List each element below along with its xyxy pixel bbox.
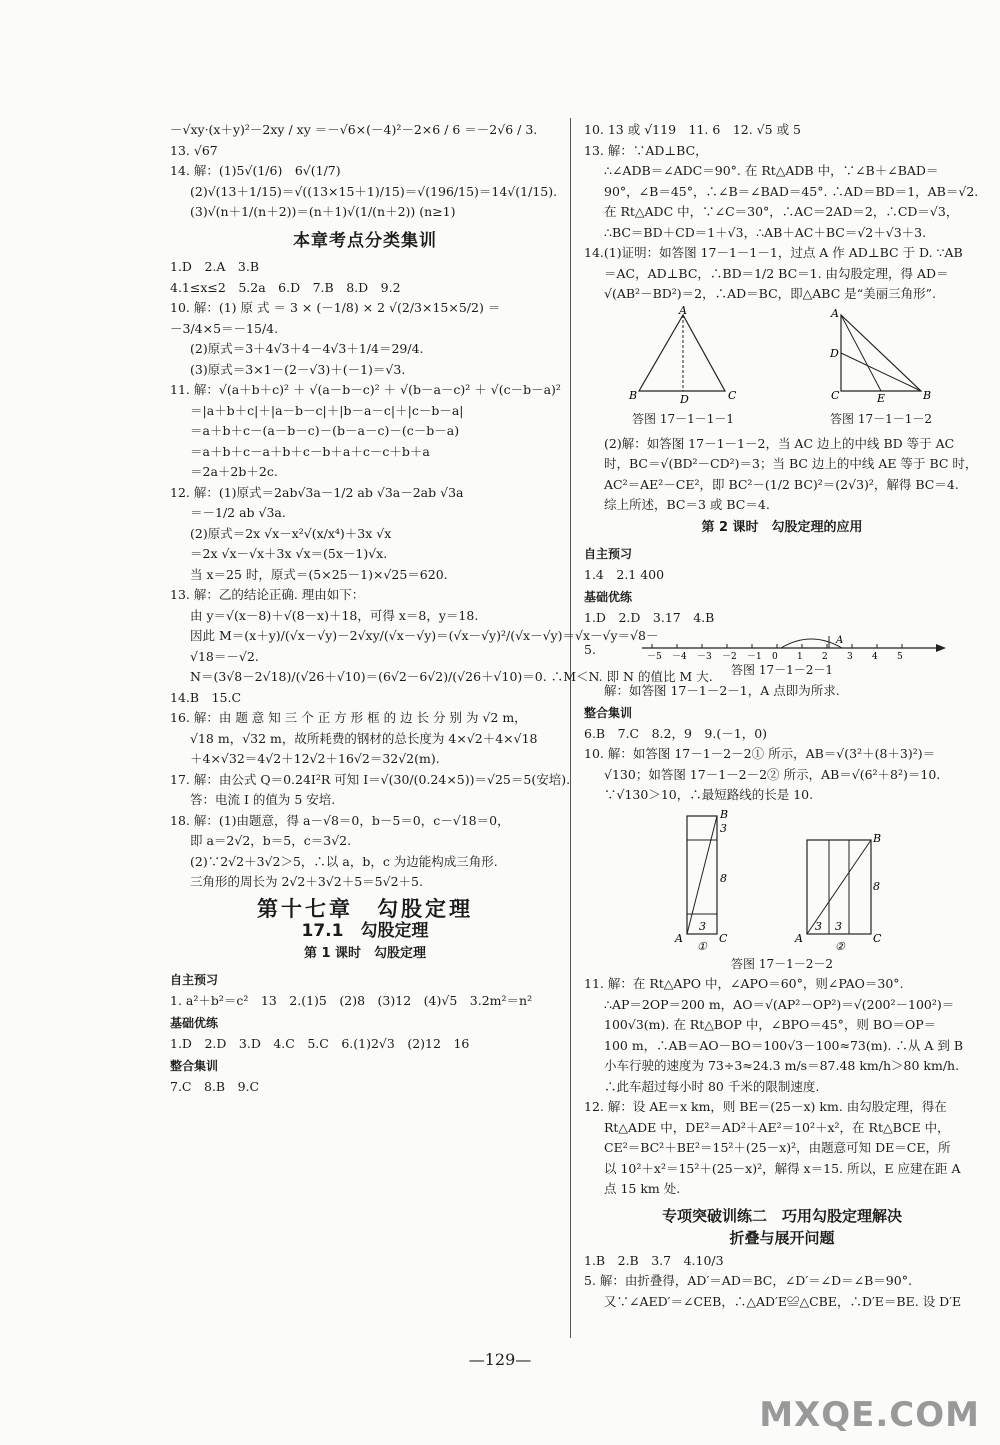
answer-line: CE²＝BC²＋BE²＝15²＋(25－x)²，由题意可知 DE＝CE，所 xyxy=(604,1140,951,1155)
subheading: 基础优练 xyxy=(584,590,633,604)
answer-line: ＝a＋b＋c－(a－b－c)－(b－a－c)－(c－b－a) xyxy=(190,423,460,438)
answer-line: 13. 解：乙的结论正确. 理由如下： xyxy=(170,587,365,602)
lesson-title: 第 2 课时 勾股定理的应用 xyxy=(701,519,863,535)
answer-line: 即 a＝2√2，b＝5，c＝3√2. xyxy=(190,833,352,848)
right-column xyxy=(584,120,980,1312)
number-line-tick-label: 1 xyxy=(796,652,803,662)
number-line-tick-label: －2 xyxy=(721,652,737,662)
answer-line: ∴此车超过每小时 80 千米的限制速度. xyxy=(604,1078,820,1094)
answer-line: 在 Rt△ADC 中，∵∠C＝30°，∴AC＝2AD＝2，∴CD＝√3， xyxy=(604,204,959,219)
number-line-diagram xyxy=(636,628,956,660)
answer-line: 12. 解：设 AE＝x km，则 BE＝(25－x) km. 由勾股定理，得在 xyxy=(584,1099,947,1114)
fig-label: ② xyxy=(835,939,845,953)
number-line-tick-label: 2 xyxy=(821,652,828,662)
answer-line: 点 15 km 处. xyxy=(604,1181,681,1196)
number-line-tick-label: －1 xyxy=(746,652,762,662)
answer-line: 因此 M＝(x＋y)/(√x－√y)－2√xy/(√x－√y)＝(√x－√y)²/(√x－√y)＝√x－√y＝√8－ xyxy=(190,628,659,643)
answer-line: 时，BC＝√(BD²－CD²)＝3；当 BC 边上的中线 AE 等于 BC 时， xyxy=(604,456,978,471)
fig-label: A xyxy=(675,931,683,945)
answer-line: 13. 解：∵AD⊥BC， xyxy=(584,142,708,158)
answer-line: 14. 解：(1)5√(1/6) 6√(1/7) xyxy=(170,163,341,178)
answer-line: ＝－1/2 ab √3a. xyxy=(190,505,286,520)
answer-line: ＝|a＋b＋c|＋|a－b－c|＋|b－a－c|＋|c－b－a| xyxy=(190,402,464,418)
answer-line: 16. 解：由 题 意 知 三 个 正 方 形 框 的 边 长 分 别 为 √2 m， xyxy=(170,710,527,725)
answer-line: (2)√(13＋1/15)＝√((13×15＋1)/15)＝√(196/15)＝14√(1/15). xyxy=(190,183,558,199)
answer-line: ＝2a＋2b＋2c. xyxy=(190,464,278,479)
special-section-title: 专项突破训练二 巧用勾股定理解决 xyxy=(661,1206,902,1225)
fig-label: B xyxy=(720,807,729,821)
fig-label: D xyxy=(680,392,689,406)
answer-line: 90°，∠B＝45°，∴∠B＝∠BAD＝45°. ∴AD＝BD＝1，AB＝√2. xyxy=(604,183,979,199)
answer-line: 14.B 15.C xyxy=(170,689,242,705)
question-5-row xyxy=(584,628,980,660)
answer-line: (2)原式＝3＋4√3＋4－4√3＋1/4＝29/4. xyxy=(190,341,424,356)
answer-line: 1.4 2.1 400 xyxy=(584,566,665,582)
answer-line: 1.D 2.D 3.17 4.B xyxy=(584,609,715,625)
subheading: 基础优练 xyxy=(170,1016,219,1030)
answer-line: －√xy·(x＋y)²－2xy / xy ＝－√6×(－4)²－2×6 / 6 ＝－2√6 / 3. xyxy=(170,122,538,137)
fig-label: D xyxy=(830,346,839,360)
fig-label: A xyxy=(795,931,803,945)
right-triangle-diagram xyxy=(821,306,941,405)
answer-line: (2)解：如答图 17－1－1－2，当 AC 边上的中线 BD 等于 AC xyxy=(604,435,955,451)
fig-label: C xyxy=(728,388,737,402)
answer-line: 100√3(m). 在 Rt△BOP 中，∠BPO＝45°，则 BO＝OP＝ xyxy=(604,1017,937,1032)
answer-line: Rt△ADE 中，DE²＝AD²＋AE²＝10²＋x²，在 Rt△BCE 中， xyxy=(604,1119,950,1135)
answer-line: 综上所述，BC＝3 或 BC＝4. xyxy=(604,497,770,512)
answer-line: ∴∠ADB＝∠ADC＝90°. 在 Rt△ADB 中，∵∠B＋∠BAD＝ xyxy=(604,163,939,178)
answer-line: 由 y＝√(x－8)＋√(8－x)＋18，可得 x＝8，y＝18. xyxy=(190,607,479,623)
answer-line: 7.C 8.B 9.C xyxy=(170,1078,260,1094)
answer-line: (3)√(n＋1/(n＋2))＝(n＋1)√(1/(n＋2)) (n≥1) xyxy=(190,204,456,219)
answer-line: AC²＝AE²－CE²，即 BC²－(1/2 BC)²＝(2√3)²，解得 BC＝4. xyxy=(604,476,959,492)
number-line-tick-label: －3 xyxy=(696,652,712,662)
section-title: 本章考点分类集训 xyxy=(293,230,437,251)
number-line-tick-label: 4 xyxy=(871,652,878,662)
fig-label: A xyxy=(831,306,839,320)
answer-line: 三角形的周长为 2√2＋3√2＋5＝5√2＋5. xyxy=(190,874,423,889)
fig-label: 3 xyxy=(835,919,842,933)
fig-label: B xyxy=(873,831,882,845)
figure-17-1-1-2 xyxy=(821,306,941,430)
subheading: 整合集训 xyxy=(584,706,633,720)
fig-label: A xyxy=(679,303,687,317)
number-line-tick-label: 5 xyxy=(896,652,903,662)
subheading: 自主预习 xyxy=(584,547,633,561)
answer-line: 100 m，∴AB＝AO－BO＝100√3－100≈73(m). ∴从 A 到 B xyxy=(604,1037,964,1053)
answer-line: 当 x＝25 时，原式＝(5×25－1)×√25＝620. xyxy=(190,566,448,582)
fig-label: 3 xyxy=(815,919,822,933)
figure-caption: 答图 17－1－2－1 xyxy=(731,663,833,677)
answer-line: (2)原式＝2x √x－x²√(x/x⁴)＋3x √x xyxy=(190,525,392,541)
answer-line: √18 m，√32 m，故所耗费的钢材的总长度为 4×√2＋4×√18 xyxy=(190,730,538,746)
answer-line: 10. 解：如答图 17－1－2－2① 所示，AB＝√(3²＋(8＋3)²)＝ xyxy=(584,746,936,761)
fig-label: ① xyxy=(697,939,707,953)
answer-line: ∵√130＞10，∴最短路线的长是 10. xyxy=(604,787,814,802)
point-label: A xyxy=(835,635,844,646)
answer-line: (3)原式＝3×1－(2－√3)＋(－1)＝√3. xyxy=(190,361,406,377)
fig-label: B xyxy=(629,388,638,402)
answer-line: 又∵∠AED′＝∠CEB，∴△AD′E≌△CBE，∴D′E＝BE. 设 D′E xyxy=(604,1293,962,1309)
answer-line: 1.D 2.D 3.D 4.C 5.C 6.(1)2√3 (2)12 16 xyxy=(170,1035,470,1051)
chapter-title: 第十七章 勾股定理 xyxy=(257,896,473,921)
answer-line: 以 10²＋x²＝15²＋(25－x)²，解得 x＝15. 所以，E 应建在距 A xyxy=(604,1160,961,1176)
answer-line: ＝a＋b＋c－a＋b＋c－b＋a＋c－c＋b＋a xyxy=(190,443,430,459)
answer-line: √18＝－√2. xyxy=(190,648,259,664)
answer-line: ∴BC＝BD＋CD＝1＋√3，∴AB＋AC＋BC＝√2＋√3＋3. xyxy=(604,224,927,240)
answer-line: N＝(3√8－2√18)/(√26＋√10)＝(6√2－6√2)/(√26＋√10)＝0. ∴M＜N. 即 N 的值比 M 大. xyxy=(190,669,713,684)
answer-line: 10. 解：(1) 原 式 ＝ 3 × (－1/8) × 2 √(2/3×15×5/2) ＝ xyxy=(170,300,501,315)
figure-caption: 答图 17－1－1－2 xyxy=(830,412,932,426)
answer-line: 12. 解：(1)原式＝2ab√3a－1/2 ab √3a－2ab √3a xyxy=(170,484,464,500)
fig-label: C xyxy=(831,388,840,402)
column-divider xyxy=(570,118,571,1338)
special-section-subtitle: 折叠与展开问题 xyxy=(729,1229,835,1247)
fig-label: 3 xyxy=(699,919,706,933)
fig-label: E xyxy=(877,391,886,405)
number-line-tick-label: 0 xyxy=(771,652,778,662)
answer-line: √130；如答图 17－1－2－2② 所示，AB＝√(6²＋8²)＝10. xyxy=(604,766,941,782)
answer-line: 解：如答图 17－1－2－1，A 点即为所求. xyxy=(604,682,840,698)
answer-line: ＝AC，AD⊥BC，∴BD＝1/2 BC＝1. 由勾股定理，得 AD＝ xyxy=(604,265,949,281)
fig-label: 3 xyxy=(720,821,727,835)
answer-line: 14.(1)证明：如答图 17－1－1－1，过点 A 作 AD⊥BC 于 D. ∵AB xyxy=(584,245,963,260)
fig-label: B xyxy=(923,388,932,402)
fig-label: C xyxy=(719,931,728,945)
page-number: —129— xyxy=(468,1350,532,1369)
answer-line: ＝2x √x－√x＋3x √x＝(5x－1)√x. xyxy=(190,546,388,561)
question-label: 5. xyxy=(584,641,596,657)
answer-line: ∴AP＝2OP＝200 m，AO＝√(AP²－OP²)＝√(200²－100²)＝ xyxy=(604,996,955,1012)
subheading: 自主预习 xyxy=(170,973,219,987)
figure-17-1-1-1 xyxy=(623,303,743,430)
subheading: 整合集训 xyxy=(170,1059,219,1073)
figure-caption: 答图 17－1－2－2 xyxy=(731,956,833,971)
answer-line: 11. 解：在 Rt△APO 中，∠APO＝60°，则∠PAO＝30°. xyxy=(584,976,904,991)
answer-line: (2)∵2√2＋3√2＞5，∴以 a，b，c 为边能构成三角形. xyxy=(190,853,498,869)
answer-line: 6.B 7.C 8.2，9 9.(－1，0) xyxy=(584,725,768,741)
box-diagram-2 xyxy=(787,810,897,953)
answer-line: 5. 解：由折叠得，AD′＝AD＝BC，∠D′＝∠D＝∠B＝90°. xyxy=(584,1273,912,1288)
fig-label: C xyxy=(873,931,882,945)
box-figures xyxy=(584,807,980,953)
answer-line: 4.1≤x≤2 5.2a 6.D 7.B 8.D 9.2 xyxy=(170,279,401,295)
answer-line: 10. 13 或 √119 11. 6 12. √5 或 5 xyxy=(584,122,802,137)
answer-line: 11. 解：√(a＋b＋c)² ＋ √(a－b－c)² ＋ √(b－a－c)² ＋ √(c－b－a)² xyxy=(170,382,561,397)
answer-line: 13. √67 xyxy=(170,142,218,158)
answer-line: √(AB²－BD²)＝2，∴AD＝BC，即△ABC 是“美丽三角形”. xyxy=(604,286,936,301)
lesson-title: 第 1 课时 勾股定理 xyxy=(303,945,427,961)
answer-line: 1.B 2.B 3.7 4.10/3 xyxy=(584,1252,724,1268)
isosceles-triangle-diagram xyxy=(623,303,743,406)
box-diagram-1 xyxy=(667,807,747,953)
number-line-tick-label: －5 xyxy=(646,652,662,662)
answer-line: 17. 解：由公式 Q＝0.24I²R 可知 I＝√(30/(0.24×5))＝√25＝5(安培). xyxy=(170,771,571,787)
subsection-title: 17.1 勾股定理 xyxy=(301,921,429,941)
answer-line: 小车行驶的速度为 73÷3≈24.3 m/s＝87.48 km/h＞80 km/h. xyxy=(604,1058,960,1073)
answer-line: －3/4×5＝－15/4. xyxy=(170,320,279,336)
triangle-figures xyxy=(584,303,980,430)
number-line-tick-label: －4 xyxy=(671,652,687,662)
fig-label: 8 xyxy=(873,879,880,893)
watermark-logo: MXQE.COM xyxy=(759,1395,980,1435)
answer-line: ＋4×√32＝4√2＋12√2＋16√2＝32√2(m). xyxy=(190,751,440,766)
answer-line: 1. a²＋b²＝c² 13 2.(1)5 (2)8 (3)12 (4)√5 3.2m²＝n² xyxy=(170,992,533,1008)
figure-caption: 答图 17－1－1－1 xyxy=(632,412,734,426)
answer-line: 1.D 2.A 3.B xyxy=(170,259,260,274)
number-line-tick-label: 3 xyxy=(846,652,853,662)
fig-label: 8 xyxy=(720,871,727,885)
answer-line: 答：电流 I 的值为 5 安培. xyxy=(190,792,336,807)
answer-line: 18. 解：(1)由题意，得 a－√8＝0，b－5＝0，c－√18＝0， xyxy=(170,812,510,828)
